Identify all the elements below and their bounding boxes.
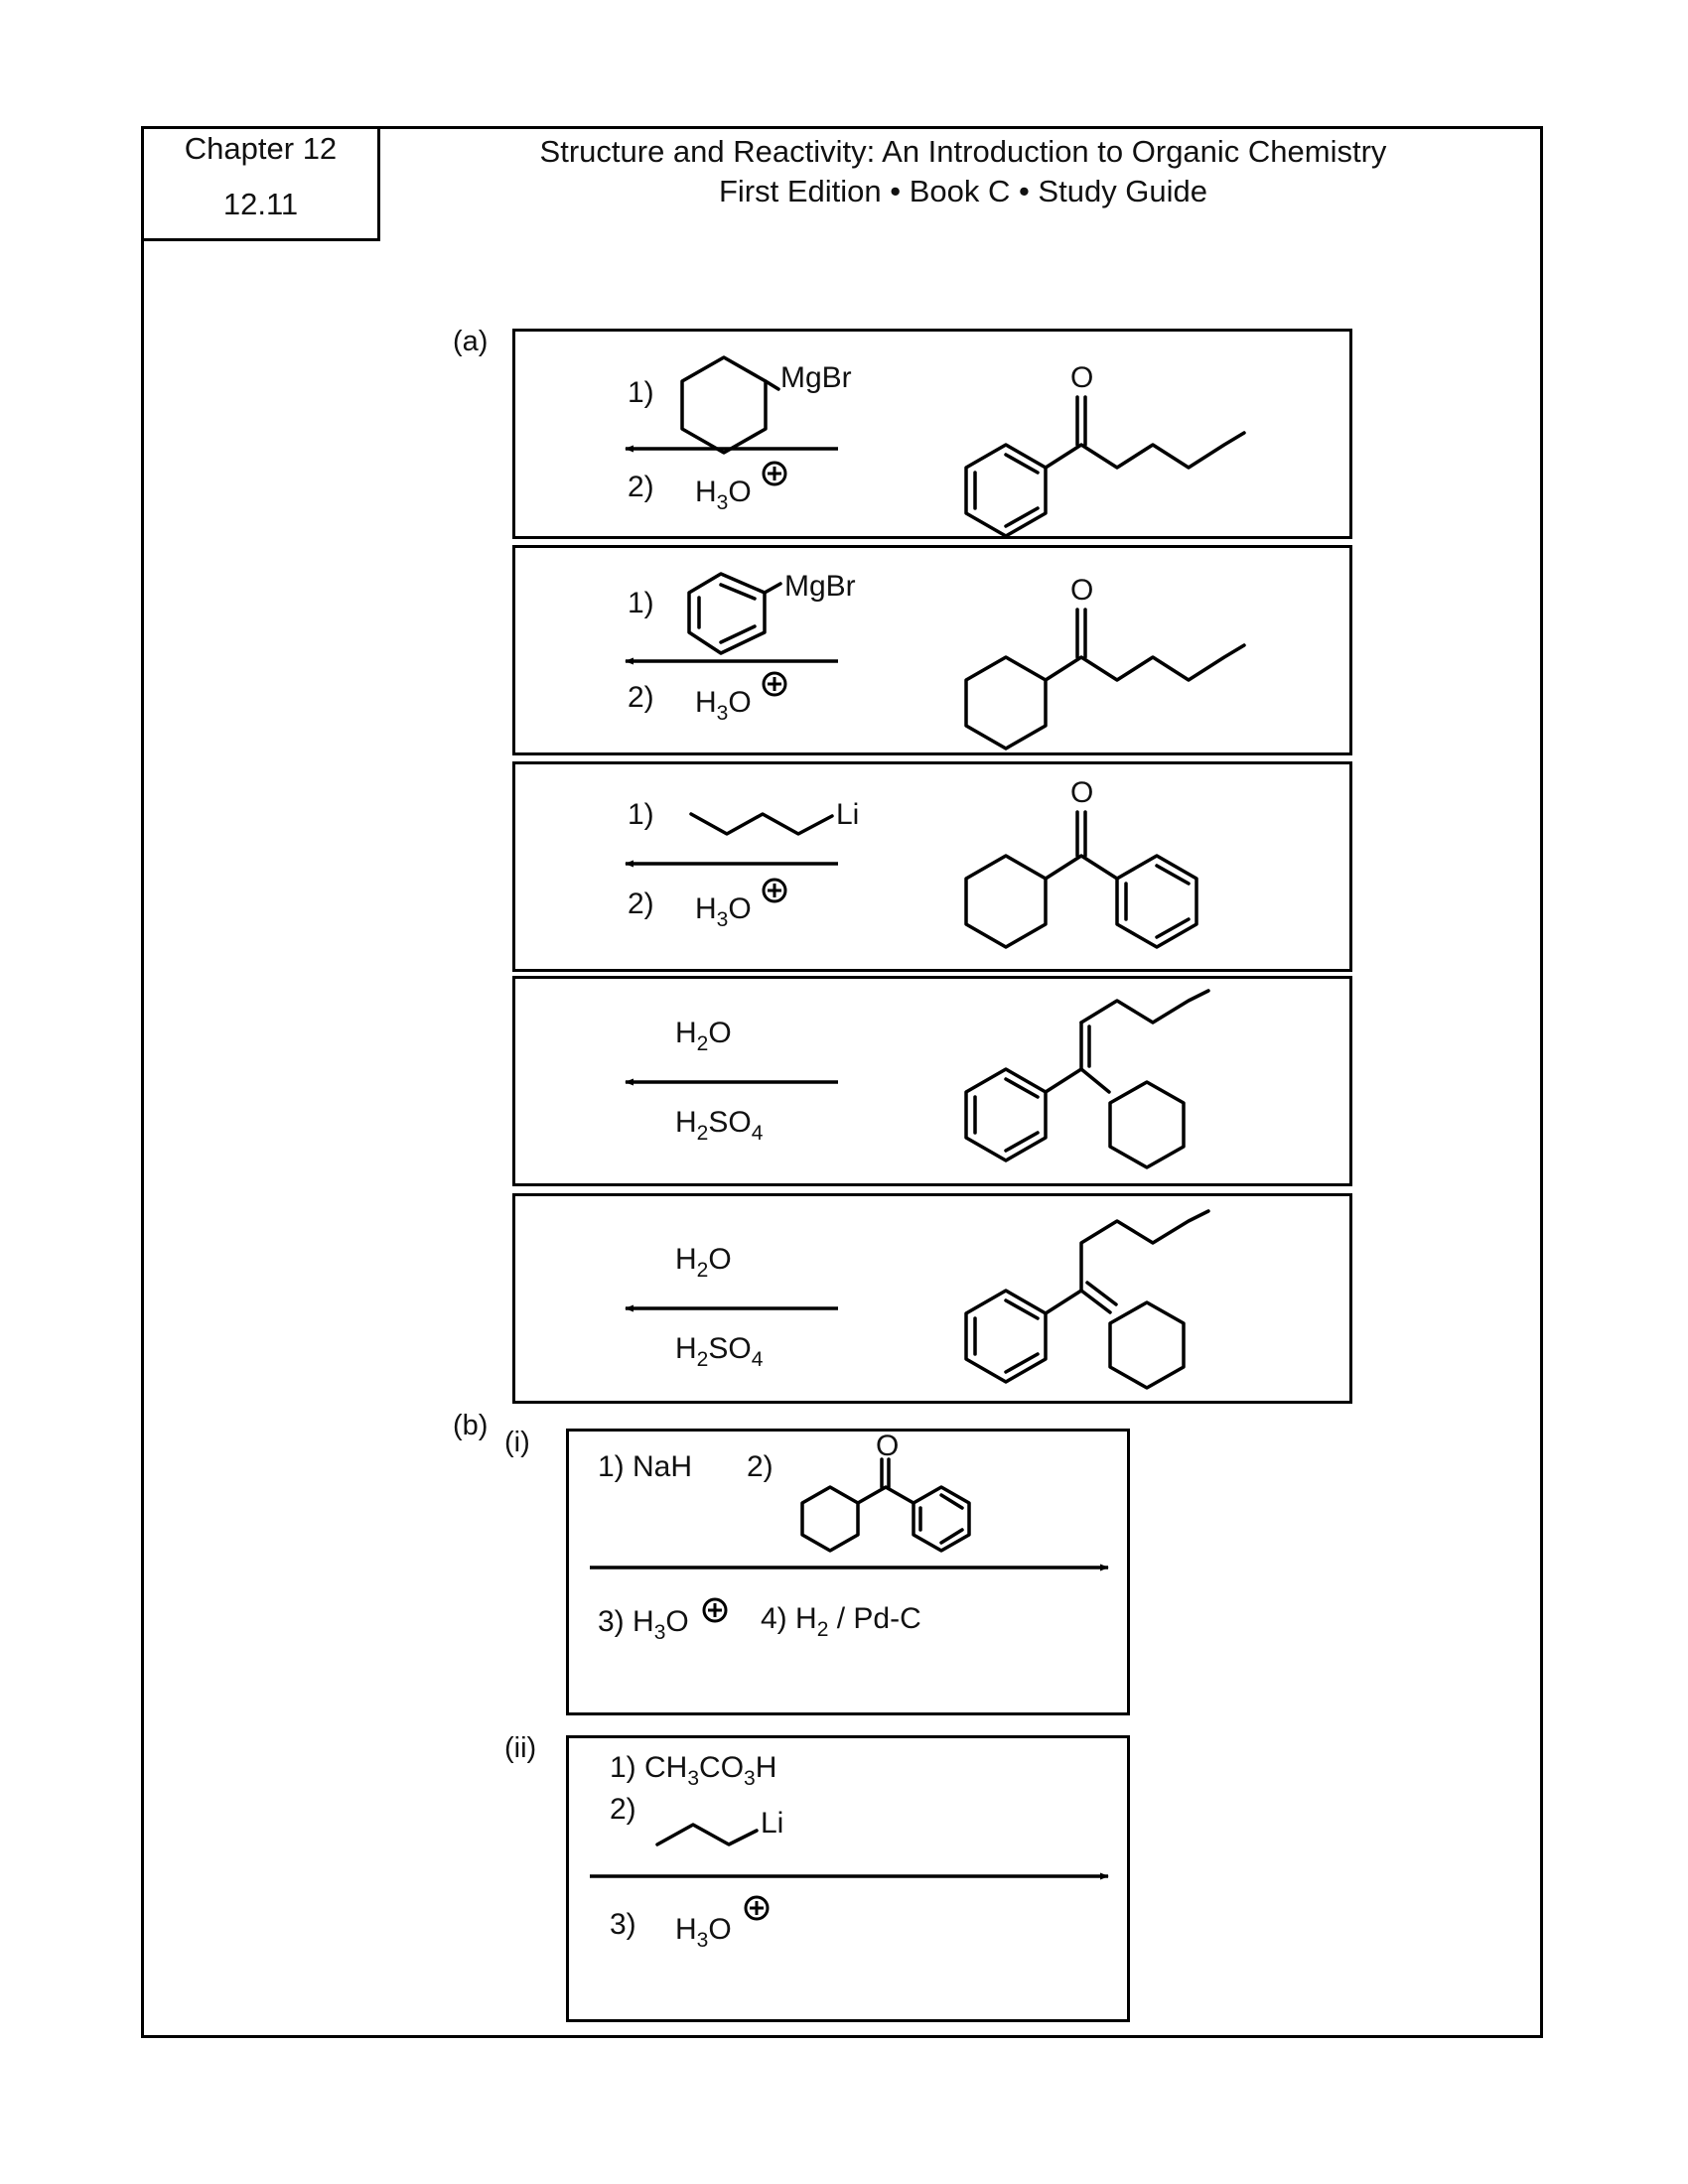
step-1-label: 1) bbox=[628, 798, 654, 831]
step-2-label: 2) bbox=[628, 471, 654, 503]
acid-h: $H_3O$ bbox=[675, 1913, 732, 1952]
cation-plus-icon bbox=[764, 880, 785, 901]
step-1-label: 1) bbox=[628, 587, 654, 619]
cation-plus-icon bbox=[704, 1599, 726, 1621]
product-ketone bbox=[966, 574, 1244, 749]
section-number: 12.11 bbox=[222, 187, 299, 221]
reaction-a3 bbox=[626, 776, 1196, 947]
mg-bond bbox=[766, 381, 778, 389]
cation-plus-icon bbox=[746, 1897, 768, 1919]
acid-h: $H_3O$ bbox=[695, 476, 752, 514]
cyclohexyl-ring bbox=[682, 357, 766, 453]
mg-bond bbox=[765, 584, 780, 593]
reaction-b-i bbox=[590, 1430, 1108, 1644]
product-alkene bbox=[966, 991, 1208, 1167]
book-edition: First Edition • Book C • Study Guide bbox=[718, 174, 1208, 208]
propyl-chain bbox=[657, 1825, 757, 1844]
water-label: $H_2O$ bbox=[675, 1243, 732, 1282]
carbonyl-oxygen: O bbox=[876, 1430, 900, 1462]
step-4-label: 4) $H_2 / Pd-C$ bbox=[761, 1602, 921, 1641]
grignard-label: MgBr bbox=[780, 361, 852, 394]
acid-h: $H_3O$ bbox=[695, 892, 752, 931]
carbonyl-oxygen: O bbox=[1070, 574, 1094, 607]
reaction-a4 bbox=[626, 991, 1208, 1167]
sulfuric-acid-label: $H_2SO_4$ bbox=[675, 1106, 764, 1145]
chapter-label: Chapter 12 bbox=[184, 131, 338, 166]
sulfuric-acid-label: $H_2SO_4$ bbox=[675, 1332, 764, 1371]
step-1-label: 1) bbox=[628, 376, 654, 409]
reaction-a5 bbox=[626, 1211, 1208, 1388]
step-1-label: 1) $CH_3CO_3H$ bbox=[610, 1751, 777, 1790]
reagent-ketone bbox=[802, 1430, 969, 1551]
butyl-chain bbox=[691, 814, 832, 834]
part-b-label: (b) bbox=[453, 1410, 489, 1441]
step-2-label: 2) bbox=[628, 681, 654, 714]
part-b-ii-label: (ii) bbox=[504, 1732, 537, 1764]
step-1-label: 1) NaH bbox=[598, 1450, 693, 1483]
product-ketone bbox=[966, 361, 1244, 536]
product-alkene bbox=[966, 1211, 1208, 1388]
carbonyl-oxygen: O bbox=[1070, 776, 1094, 809]
organolithium-label: Li bbox=[836, 798, 860, 831]
reaction-a2 bbox=[626, 570, 1244, 749]
reaction-b-ii bbox=[590, 1751, 1108, 1952]
book-title: Structure and Reactivity: An Introduction to Organic Chemistry bbox=[539, 134, 1387, 169]
step-2-label: 2) bbox=[747, 1450, 774, 1483]
grignard-label: MgBr bbox=[784, 570, 856, 603]
product-ketone bbox=[966, 776, 1196, 947]
step-2-label: 2) bbox=[610, 1793, 636, 1826]
organolithium-label: Li bbox=[761, 1807, 784, 1840]
acid-h: $H_3O$ bbox=[695, 686, 752, 725]
cation-plus-icon bbox=[764, 673, 785, 695]
cation-plus-icon bbox=[764, 463, 785, 484]
step-3-label: 3) bbox=[610, 1908, 636, 1941]
water-label: $H_2O$ bbox=[675, 1017, 732, 1055]
part-b-i-label: (i) bbox=[504, 1427, 530, 1458]
step-2-label: 2) bbox=[628, 887, 654, 920]
step-3-label: 3) $H_3O$ bbox=[598, 1605, 689, 1644]
carbonyl-oxygen: O bbox=[1070, 361, 1094, 394]
phenyl-ring bbox=[689, 574, 765, 653]
part-a-label: (a) bbox=[453, 326, 489, 357]
reaction-a1 bbox=[626, 357, 1244, 536]
